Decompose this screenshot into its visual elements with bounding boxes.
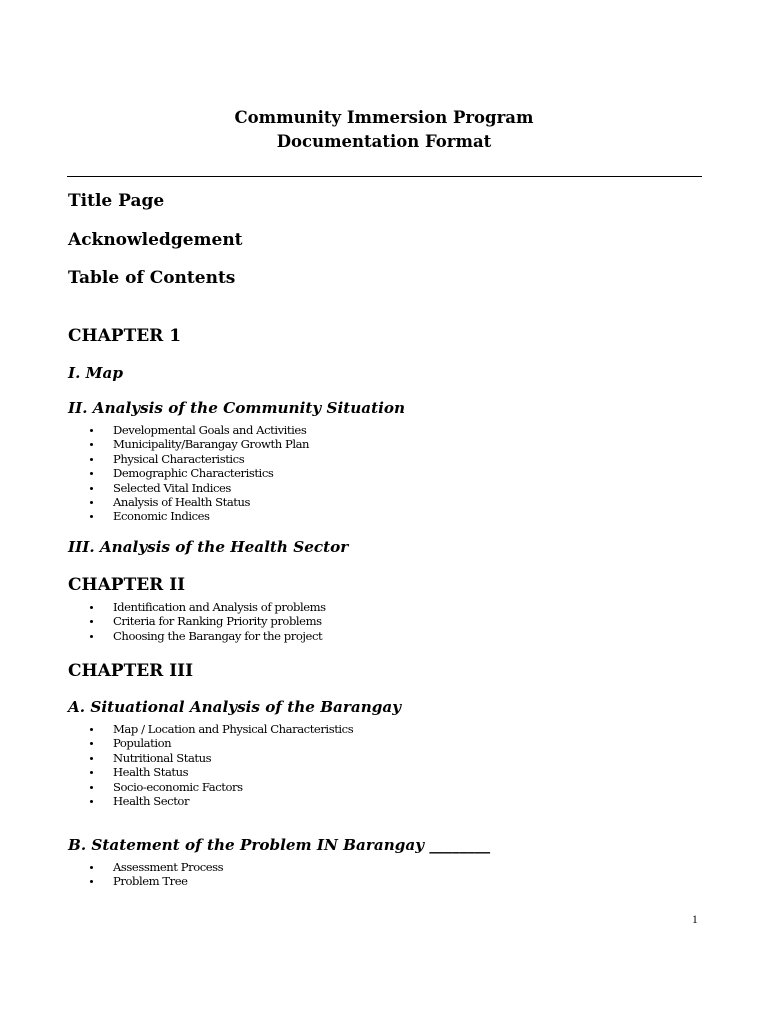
section-situational-analysis: A. Situational Analysis of the Barangay	[68, 698, 402, 716]
heading-title-page: Title Page	[68, 191, 165, 211]
list-item: Health Sector	[88, 794, 353, 808]
list-item: Analysis of Health Status	[88, 495, 309, 509]
page-number: 1	[692, 914, 698, 926]
list-item: Identification and Analysis of problems	[88, 600, 326, 614]
list-item: Physical Characteristics	[88, 452, 309, 466]
list-item: Population	[88, 736, 353, 750]
list-item: Health Status	[88, 765, 353, 779]
list-item: Choosing the Barangay for the project	[88, 629, 326, 643]
community-analysis-list	[88, 423, 309, 524]
list-item: Nutritional Status	[88, 751, 353, 765]
chapter-3-heading: CHAPTER III	[68, 661, 194, 681]
list-item: Criteria for Ranking Priority problems	[88, 614, 326, 628]
heading-acknowledgement: Acknowledgement	[68, 230, 243, 250]
section-map: I. Map	[68, 364, 123, 382]
title-line-1: Community Immersion Program	[234, 108, 534, 127]
title-divider	[67, 176, 702, 177]
section-health-sector: III. Analysis of the Health Sector	[68, 538, 349, 556]
list-item: Municipality/Barangay Growth Plan	[88, 437, 309, 451]
title-line-2: Documentation Format	[276, 132, 492, 151]
chapter-2-heading: CHAPTER II	[68, 575, 186, 595]
heading-table-of-contents: Table of Contents	[68, 268, 236, 288]
section-problem-statement: B. Statement of the Problem IN Barangay ________	[68, 836, 491, 854]
list-item: Demographic Characteristics	[88, 466, 309, 480]
list-item: Socio-economic Factors	[88, 780, 353, 794]
document-title	[0, 106, 768, 154]
list-item: Developmental Goals and Activities	[88, 423, 309, 437]
chapter-2-list	[88, 600, 326, 643]
problem-statement-list	[88, 860, 223, 889]
list-item: Map / Location and Physical Characteristics	[88, 722, 353, 736]
section-community-analysis: II. Analysis of the Community Situation	[68, 399, 406, 417]
situational-analysis-list	[88, 722, 353, 808]
chapter-1-heading: CHAPTER 1	[68, 326, 182, 346]
list-item: Problem Tree	[88, 874, 223, 888]
list-item: Economic Indices	[88, 509, 309, 523]
list-item: Assessment Process	[88, 860, 223, 874]
list-item: Selected Vital Indices	[88, 481, 309, 495]
